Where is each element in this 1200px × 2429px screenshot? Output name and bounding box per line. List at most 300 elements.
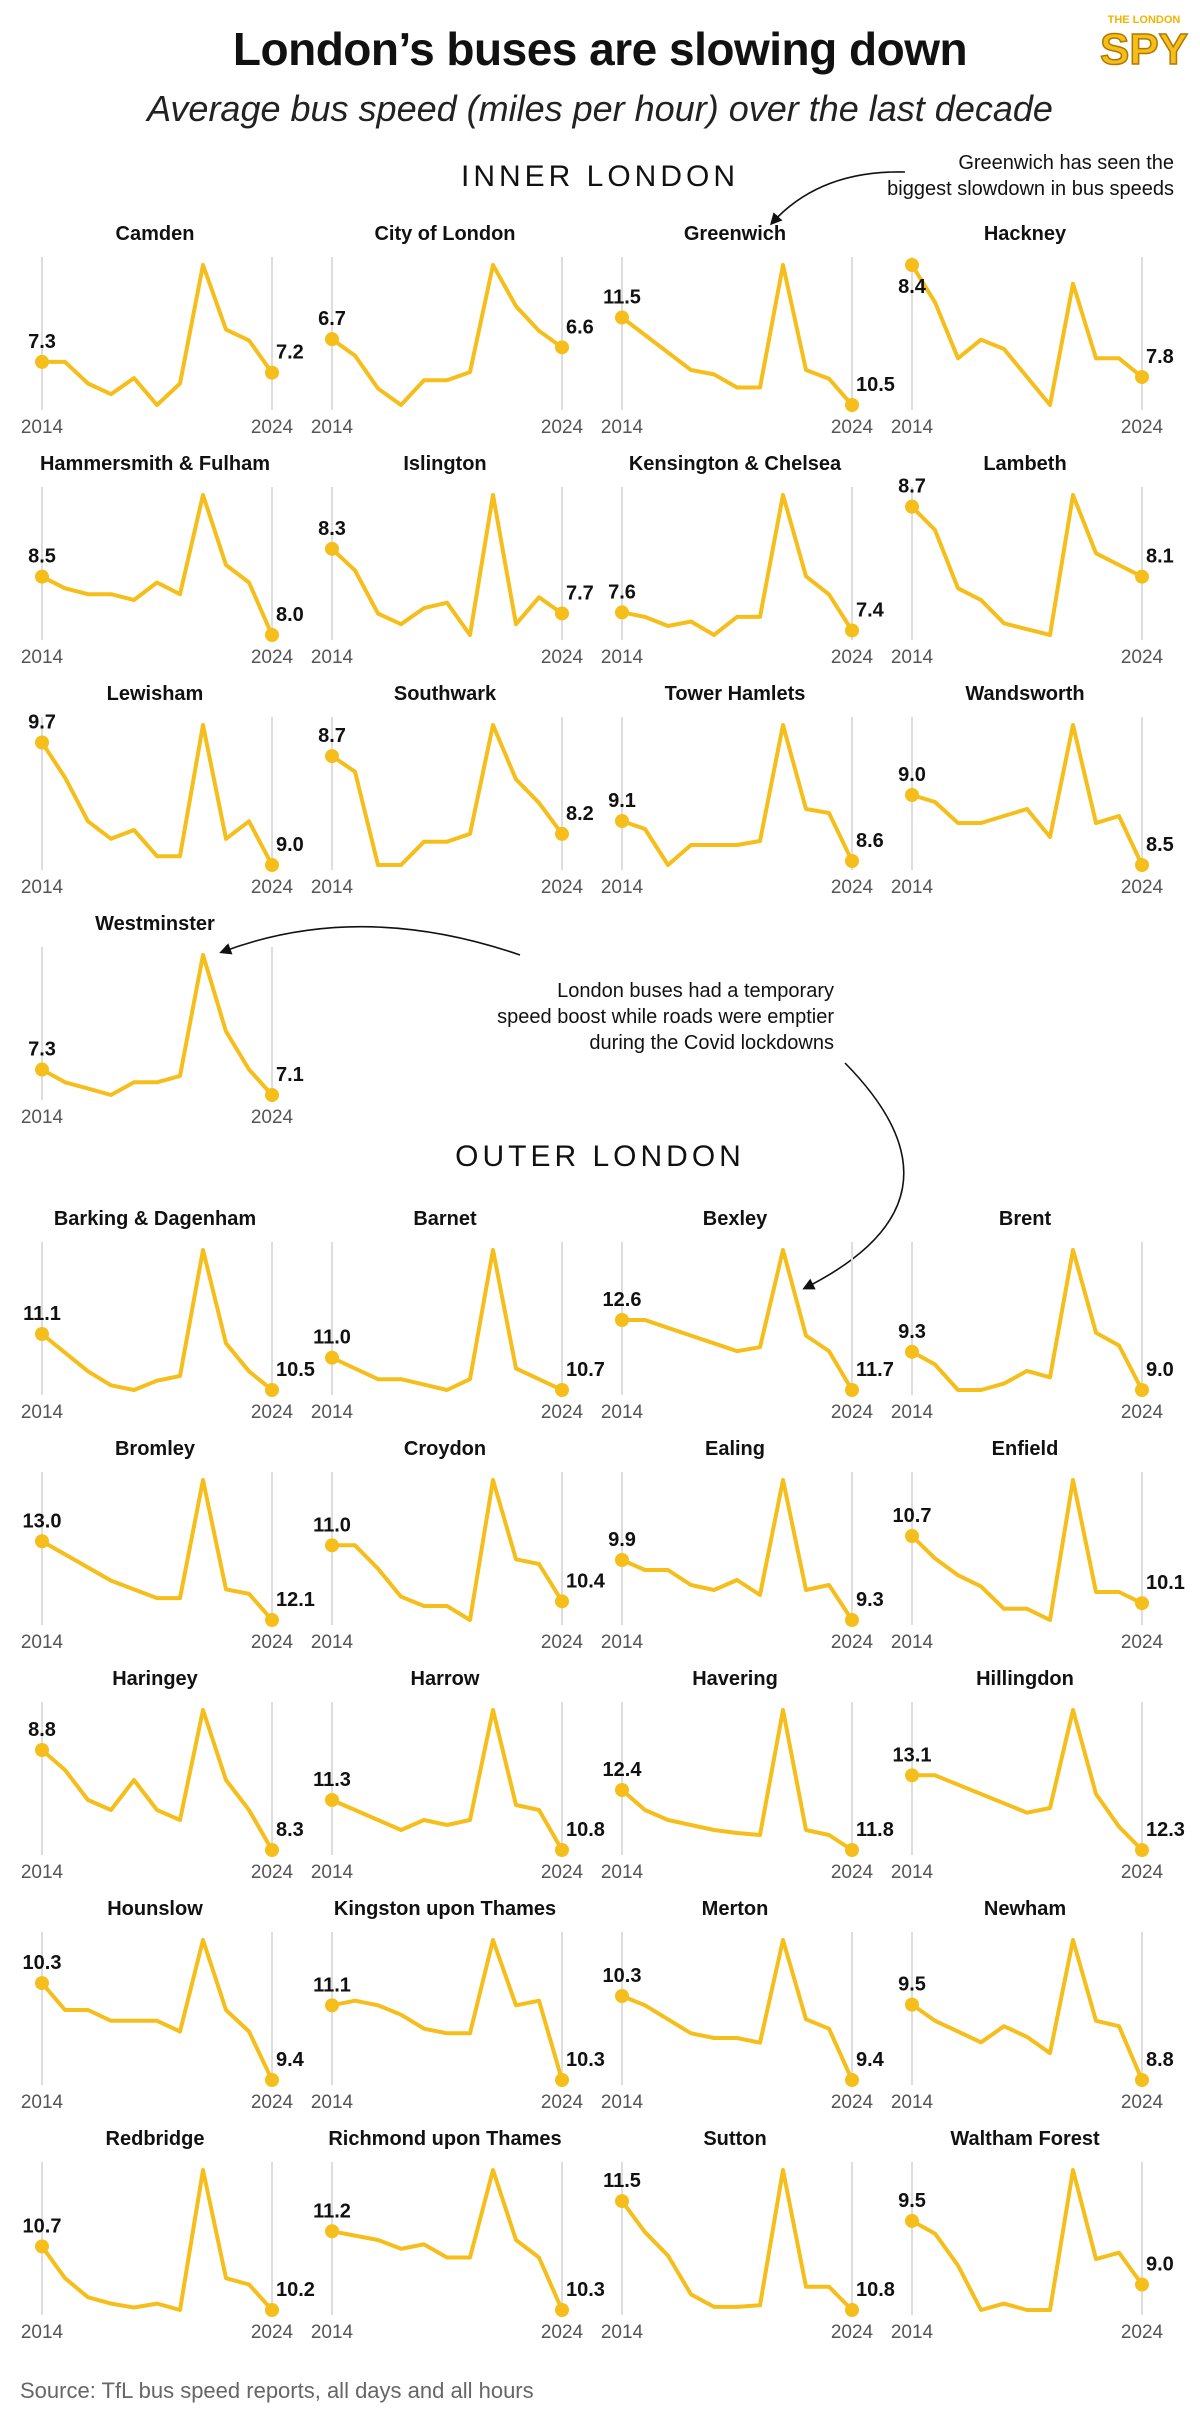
panel-enfield — [891, 1438, 1185, 1653]
series-line — [332, 2170, 562, 2310]
end-value-label: 10.3 — [566, 2279, 605, 2301]
x-tick-start: 2014 — [600, 1862, 644, 1883]
end-value-label: 7.7 — [566, 582, 594, 605]
start-point — [35, 355, 49, 369]
panel-havering — [601, 1668, 894, 1883]
start-point — [615, 1553, 629, 1567]
start-point — [615, 1783, 629, 1797]
series-line — [622, 1940, 852, 2080]
start-value-label: 12.6 — [602, 1289, 642, 1311]
end-point — [265, 1383, 279, 1397]
annotation-line: biggest slowdown in bus speeds — [887, 178, 1174, 200]
series-line — [912, 1710, 1142, 1850]
series-line — [332, 1480, 562, 1620]
x-tick-start: 2014 — [310, 877, 354, 898]
x-tick-start: 2014 — [310, 1862, 354, 1883]
panel-islington — [311, 453, 594, 668]
panel-southwark — [311, 683, 594, 898]
end-value-label: 8.5 — [1146, 834, 1174, 856]
westminster-arrow — [222, 927, 520, 955]
end-point — [555, 2073, 569, 2087]
bexley-arrow — [805, 1063, 904, 1288]
panel-title: Kingston upon Thames — [333, 1898, 557, 1920]
panel-wandsworth — [891, 683, 1174, 898]
greenwich-arrow — [772, 172, 905, 223]
panel-sutton — [601, 2128, 895, 2343]
start-point — [905, 500, 919, 514]
start-point — [35, 1327, 49, 1341]
start-point — [615, 605, 629, 619]
x-tick-start: 2014 — [310, 647, 354, 668]
end-value-label: 10.8 — [856, 2279, 895, 2301]
end-point — [265, 1843, 279, 1857]
end-value-label: 9.0 — [276, 834, 304, 856]
end-value-label: 7.4 — [856, 599, 884, 622]
end-point — [1135, 1843, 1149, 1857]
end-value-label: 8.1 — [1146, 545, 1174, 568]
end-value-label: 7.2 — [276, 341, 304, 364]
start-point — [35, 1743, 49, 1757]
start-point — [905, 788, 919, 802]
panel-title: Croydon — [403, 1438, 487, 1460]
end-point — [555, 1594, 569, 1608]
start-value-label: 7.3 — [28, 330, 56, 353]
start-point — [905, 2214, 919, 2228]
x-tick-end: 2024 — [540, 1402, 584, 1423]
end-point — [845, 2303, 859, 2317]
start-point — [615, 311, 629, 325]
series-line — [42, 955, 272, 1095]
logo-word: SPY — [1099, 25, 1189, 72]
x-tick-start: 2014 — [600, 647, 644, 668]
section-outer-london: OUTER LONDON — [455, 1140, 745, 1173]
series-line — [42, 1940, 272, 2080]
end-value-label: 10.7 — [566, 1359, 605, 1381]
start-point — [905, 1529, 919, 1543]
start-point — [325, 1538, 339, 1552]
x-tick-end: 2024 — [250, 647, 294, 668]
end-point — [1135, 1383, 1149, 1397]
x-tick-end: 2024 — [830, 647, 874, 668]
x-tick-start: 2014 — [600, 1632, 644, 1653]
start-value-label: 11.3 — [313, 1769, 351, 1791]
start-value-label: 11.1 — [313, 1974, 351, 1997]
x-tick-start: 2014 — [20, 1107, 64, 1128]
panel-title: Hammersmith & Fulham — [39, 453, 271, 475]
start-point — [905, 258, 919, 272]
logo-top-text: THE LONDON — [1107, 14, 1181, 26]
panel-title: Newham — [983, 1898, 1067, 1920]
end-value-label: 7.8 — [1146, 346, 1174, 368]
x-tick-start: 2014 — [600, 877, 644, 898]
end-point — [1135, 570, 1149, 584]
panel-waltham-forest — [891, 2128, 1174, 2343]
x-tick-end: 2024 — [830, 877, 874, 898]
start-value-label: 10.3 — [22, 1952, 62, 1975]
panel-camden — [21, 223, 304, 438]
end-point — [845, 1843, 859, 1857]
panel-brent — [891, 1208, 1174, 1423]
series-line — [42, 1480, 272, 1620]
end-value-label: 9.3 — [856, 1589, 884, 1611]
series-line — [42, 1710, 272, 1850]
panel-title: Westminster — [95, 913, 215, 935]
panel-hammersmith-and-fulham — [21, 453, 304, 668]
series-line — [622, 265, 852, 405]
end-value-label: 8.6 — [856, 830, 884, 852]
start-value-label: 12.4 — [602, 1759, 642, 1781]
panel-title: Richmond upon Thames — [328, 2128, 562, 2150]
start-point — [905, 1345, 919, 1359]
x-tick-start: 2014 — [890, 1632, 934, 1653]
x-tick-start: 2014 — [890, 1402, 934, 1423]
series-line — [622, 495, 852, 635]
panel-title: Lewisham — [106, 683, 204, 705]
x-tick-start: 2014 — [890, 1862, 934, 1883]
x-tick-end: 2024 — [250, 877, 294, 898]
end-point — [845, 1613, 859, 1627]
end-point — [265, 628, 279, 642]
panel-title: Kensington & Chelsea — [628, 453, 842, 475]
x-tick-end: 2024 — [540, 647, 584, 668]
x-tick-end: 2024 — [250, 1862, 294, 1883]
x-tick-end: 2024 — [1120, 2322, 1164, 2343]
panel-title: Ealing — [704, 1438, 766, 1460]
panel-title: Haringey — [112, 1668, 198, 1690]
series-line — [332, 725, 562, 865]
start-value-label: 9.1 — [608, 790, 636, 812]
x-tick-start: 2014 — [600, 417, 644, 438]
end-point — [845, 854, 859, 868]
start-value-label: 13.1 — [892, 1744, 932, 1767]
panel-city-of-london — [311, 223, 594, 438]
x-tick-start: 2014 — [600, 1402, 644, 1423]
end-value-label: 9.4 — [276, 2049, 304, 2071]
x-tick-end: 2024 — [540, 1632, 584, 1653]
x-tick-start: 2014 — [310, 1632, 354, 1653]
series-line — [912, 1480, 1142, 1620]
start-point — [35, 736, 49, 750]
start-value-label: 9.7 — [28, 711, 56, 734]
x-tick-end: 2024 — [1120, 417, 1164, 438]
x-tick-start: 2014 — [890, 2322, 934, 2343]
x-tick-end: 2024 — [830, 1632, 874, 1653]
x-tick-end: 2024 — [1120, 1632, 1164, 1653]
start-point — [615, 1313, 629, 1327]
panel-haringey — [21, 1668, 304, 1883]
end-point — [1135, 1596, 1149, 1610]
end-point — [555, 1383, 569, 1397]
panel-lambeth — [891, 453, 1174, 668]
panel-title: Tower Hamlets — [664, 683, 806, 705]
end-value-label: 7.1 — [276, 1064, 304, 1086]
end-point — [1135, 370, 1149, 384]
start-value-label: 10.3 — [602, 1965, 642, 1987]
start-point — [325, 1793, 339, 1807]
series-line — [622, 1710, 852, 1850]
series-line — [42, 2170, 272, 2310]
start-value-label: 9.5 — [898, 2189, 926, 2212]
x-tick-start: 2014 — [310, 417, 354, 438]
start-value-label: 6.7 — [318, 308, 346, 331]
start-point — [905, 1998, 919, 2012]
end-point — [555, 827, 569, 841]
x-tick-start: 2014 — [310, 2322, 354, 2343]
x-tick-end: 2024 — [830, 1402, 874, 1423]
x-tick-end: 2024 — [540, 2092, 584, 2113]
panel-title: Brent — [998, 1208, 1052, 1230]
series-line — [912, 1940, 1142, 2080]
series-line — [332, 1940, 562, 2080]
panel-lewisham — [21, 683, 304, 898]
x-tick-end: 2024 — [250, 417, 294, 438]
panel-title: Islington — [403, 453, 487, 475]
end-point — [1135, 2278, 1149, 2292]
x-tick-end: 2024 — [250, 2092, 294, 2113]
panel-hounslow — [21, 1898, 305, 2113]
start-value-label: 11.5 — [603, 2170, 641, 2193]
start-value-label: 8.3 — [318, 517, 346, 540]
x-tick-end: 2024 — [250, 1107, 294, 1128]
start-point — [905, 1768, 919, 1782]
panel-greenwich — [601, 223, 895, 438]
annotation-line: London buses had a temporary — [557, 980, 834, 1002]
panel-redbridge — [21, 2128, 315, 2343]
x-tick-end: 2024 — [830, 1862, 874, 1883]
end-point — [265, 1088, 279, 1102]
start-point — [35, 570, 49, 584]
annotation-line: Greenwich has seen the — [958, 152, 1174, 174]
series-line — [332, 1710, 562, 1850]
start-value-label: 11.5 — [603, 286, 641, 309]
x-tick-end: 2024 — [250, 1632, 294, 1653]
x-tick-start: 2014 — [890, 647, 934, 668]
start-value-label: 11.2 — [313, 2200, 351, 2223]
end-point — [1135, 2073, 1149, 2087]
start-value-label: 8.8 — [28, 1719, 56, 1741]
panel-title: Southwark — [393, 683, 497, 705]
x-tick-start: 2014 — [600, 2092, 644, 2113]
x-tick-start: 2014 — [890, 2092, 934, 2113]
start-value-label: 9.3 — [898, 1320, 926, 1343]
end-point — [265, 366, 279, 380]
panel-kingston-upon-thames — [311, 1898, 605, 2113]
start-value-label: 8.7 — [318, 725, 346, 748]
start-value-label: 10.7 — [22, 2215, 62, 2238]
x-tick-end: 2024 — [540, 877, 584, 898]
end-value-label: 10.5 — [276, 1359, 315, 1381]
panel-merton — [601, 1898, 885, 2113]
end-value-label: 10.8 — [566, 1819, 605, 1841]
start-value-label: 8.7 — [898, 475, 926, 498]
x-tick-start: 2014 — [890, 417, 934, 438]
panel-title: Sutton — [703, 2128, 767, 2150]
series-line — [42, 725, 272, 865]
panel-title: Greenwich — [683, 223, 787, 245]
end-value-label: 10.4 — [566, 1570, 605, 1593]
x-tick-start: 2014 — [20, 877, 64, 898]
chart-title: London’s buses are slowing down — [232, 23, 968, 75]
start-point — [615, 1989, 629, 2003]
start-value-label: 10.7 — [892, 1505, 932, 1527]
end-point — [845, 2073, 859, 2087]
series-line — [42, 495, 272, 635]
end-value-label: 12.3 — [1146, 1819, 1185, 1841]
end-value-label: 8.2 — [566, 802, 594, 825]
end-value-label: 10.1 — [1146, 1572, 1185, 1595]
start-value-label: 7.3 — [28, 1038, 56, 1061]
start-value-label: 8.4 — [898, 276, 926, 298]
end-value-label: 9.0 — [1146, 1359, 1174, 1381]
x-tick-start: 2014 — [20, 1862, 64, 1883]
panel-hillingdon — [891, 1668, 1185, 1883]
x-tick-end: 2024 — [1120, 1862, 1164, 1883]
panel-kensington-and-chelsea — [601, 453, 885, 668]
x-tick-end: 2024 — [1120, 647, 1164, 668]
end-value-label: 10.2 — [276, 2279, 315, 2301]
panel-title: Bromley — [114, 1438, 196, 1460]
start-point — [325, 1998, 339, 2012]
panel-barnet — [311, 1208, 605, 1423]
start-value-label: 9.5 — [898, 1973, 926, 1996]
series-line — [912, 2170, 1142, 2310]
x-tick-start: 2014 — [890, 877, 934, 898]
panel-title: City of London — [374, 223, 516, 245]
end-point — [1135, 858, 1149, 872]
end-point — [265, 2073, 279, 2087]
panel-title: Wandsworth — [965, 683, 1085, 705]
start-point — [615, 2194, 629, 2208]
panel-title: Waltham Forest — [950, 2128, 1100, 2150]
x-tick-start: 2014 — [20, 647, 64, 668]
end-value-label: 11.8 — [856, 1819, 894, 1841]
series-line — [622, 2170, 852, 2310]
x-tick-start: 2014 — [20, 2092, 64, 2113]
end-value-label: 10.3 — [566, 2049, 605, 2071]
end-value-label: 12.1 — [276, 1589, 315, 1611]
end-value-label: 11.7 — [856, 1359, 894, 1381]
panel-title: Barking & Dagenham — [53, 1208, 257, 1230]
end-value-label: 8.0 — [276, 604, 304, 626]
start-value-label: 8.5 — [28, 545, 56, 568]
start-value-label: 11.0 — [313, 1326, 351, 1349]
start-point — [35, 1063, 49, 1077]
start-point — [325, 749, 339, 763]
panel-harrow — [311, 1668, 605, 1883]
panel-title: Harrow — [410, 1668, 480, 1690]
x-tick-end: 2024 — [830, 2092, 874, 2113]
x-tick-end: 2024 — [830, 2322, 874, 2343]
start-point — [325, 332, 339, 346]
x-tick-end: 2024 — [540, 1862, 584, 1883]
series-line — [622, 1480, 852, 1620]
x-tick-end: 2024 — [250, 1402, 294, 1423]
x-tick-end: 2024 — [1120, 1402, 1164, 1423]
panel-croydon — [311, 1438, 606, 1653]
start-point — [325, 1351, 339, 1365]
end-value-label: 8.3 — [276, 1819, 304, 1841]
panel-title: Enfield — [991, 1438, 1059, 1460]
x-tick-end: 2024 — [540, 2322, 584, 2343]
panel-title: Redbridge — [105, 2128, 205, 2150]
start-point — [35, 1534, 49, 1548]
series-line — [912, 265, 1142, 405]
x-tick-start: 2014 — [20, 2322, 64, 2343]
end-point — [555, 606, 569, 620]
x-tick-end: 2024 — [830, 417, 874, 438]
x-tick-end: 2024 — [1120, 2092, 1164, 2113]
end-point — [265, 2303, 279, 2317]
panel-title: Havering — [692, 1668, 778, 1690]
panel-title: Merton — [701, 1898, 769, 1920]
section-inner-london: INNER LONDON — [460, 160, 740, 193]
series-line — [332, 265, 562, 405]
series-line — [332, 495, 562, 635]
x-tick-end: 2024 — [250, 2322, 294, 2343]
panel-title: Lambeth — [983, 453, 1067, 475]
series-line — [622, 725, 852, 865]
start-value-label: 13.0 — [22, 1510, 62, 1533]
panel-title: Hillingdon — [976, 1668, 1074, 1690]
end-point — [265, 1613, 279, 1627]
end-point — [555, 340, 569, 354]
x-tick-start: 2014 — [20, 417, 64, 438]
series-line — [912, 495, 1142, 635]
panel-bexley — [601, 1208, 894, 1423]
start-point — [35, 1976, 49, 1990]
start-point — [615, 814, 629, 828]
panel-tower-hamlets — [601, 683, 884, 898]
source-note: Source: TfL bus speed reports, all days and all hours — [20, 2378, 534, 2403]
end-point — [555, 1843, 569, 1857]
chart-subtitle: Average bus speed (miles per hour) over the last decade — [147, 88, 1053, 129]
panel-bromley — [21, 1438, 315, 1653]
start-value-label: 11.0 — [313, 1514, 351, 1537]
x-tick-end: 2024 — [540, 417, 584, 438]
start-point — [325, 2224, 339, 2238]
panel-title: Hounslow — [107, 1898, 203, 1920]
x-tick-start: 2014 — [600, 2322, 644, 2343]
panel-ealing — [601, 1438, 884, 1653]
series-line — [42, 1250, 272, 1390]
start-point — [35, 2239, 49, 2253]
series-line — [912, 1250, 1142, 1390]
panel-hackney — [891, 223, 1174, 438]
x-tick-start: 2014 — [310, 1402, 354, 1423]
end-point — [265, 858, 279, 872]
panel-title: Barnet — [413, 1208, 477, 1230]
end-value-label: 6.6 — [566, 316, 594, 339]
end-value-label: 8.8 — [1146, 2049, 1174, 2071]
x-tick-start: 2014 — [20, 1632, 64, 1653]
panel-westminster — [21, 913, 304, 1128]
panel-title: Hackney — [983, 223, 1067, 245]
start-point — [325, 542, 339, 556]
end-value-label: 10.5 — [856, 374, 895, 396]
end-point — [555, 2303, 569, 2317]
series-line — [42, 265, 272, 405]
end-point — [845, 623, 859, 637]
start-value-label: 7.6 — [608, 581, 636, 604]
x-tick-start: 2014 — [20, 1402, 64, 1423]
end-value-label: 9.0 — [1146, 2253, 1174, 2276]
panel-richmond-upon-thames — [311, 2128, 605, 2343]
series-line — [912, 725, 1142, 865]
panel-title: Bexley — [702, 1208, 768, 1230]
end-value-label: 9.4 — [856, 2049, 884, 2071]
start-value-label: 9.9 — [608, 1529, 636, 1551]
x-tick-end: 2024 — [1120, 877, 1164, 898]
